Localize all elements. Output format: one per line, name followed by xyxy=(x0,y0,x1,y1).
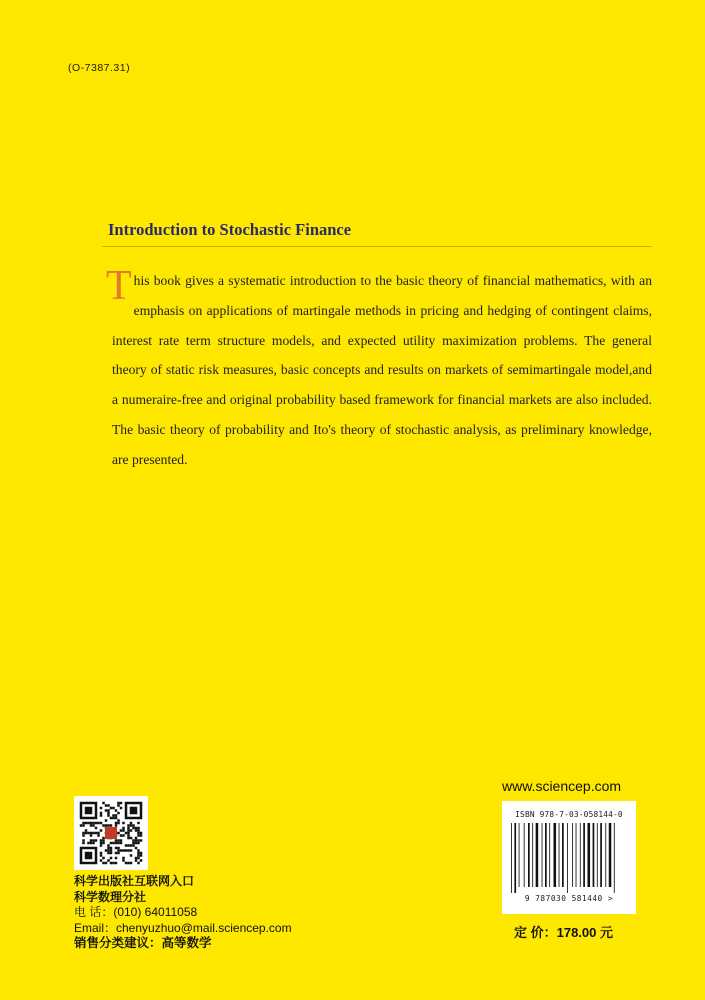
isbn-number: ISBN 978-7-03-058144-0 xyxy=(515,810,623,819)
publisher-platform: 科学出版社互联网入口 xyxy=(74,874,195,888)
title-divider xyxy=(102,246,652,247)
barcode-icon xyxy=(509,823,629,893)
qr-code-icon xyxy=(74,796,148,870)
publisher-phone: 电 话：(010) 64011058 xyxy=(74,905,198,919)
publisher-website: www.sciencep.com xyxy=(502,778,622,794)
book-description xyxy=(106,263,652,475)
publisher-info xyxy=(74,874,292,952)
isbn-barcode xyxy=(502,801,636,914)
isbn-digits: 9 787030 581440 > xyxy=(524,894,614,903)
sales-category: 销售分类建议：高等数学 xyxy=(74,936,212,950)
book-title: Introduction to Stochastic Finance xyxy=(108,220,352,239)
price: 定 价：178.00 元 xyxy=(514,925,613,940)
publisher-email: Email：chenyuzhuo@mail.sciencep.com xyxy=(74,920,292,935)
dropcap-letter: T xyxy=(106,263,132,309)
publisher-branch: 科学数理分社 xyxy=(74,889,147,904)
description-text: his book gives a systematic introduction to the basic theory of financial mathematics, with an emphasis on applications of martingale methods in pricing and hedging of contingent claims, interest rate term structure models, and expected utility maximization problems. The general theory of static risk measures, basic concepts and results on markets of semimartingale model,and a numeraire-free and original probability based framework for financial markets are also included. The basic theory of probability and Ito's theory of stochastic analysis, as preliminary knowledge, are presented. xyxy=(112,273,652,467)
catalog-code: (O-7387.31) xyxy=(68,62,131,74)
